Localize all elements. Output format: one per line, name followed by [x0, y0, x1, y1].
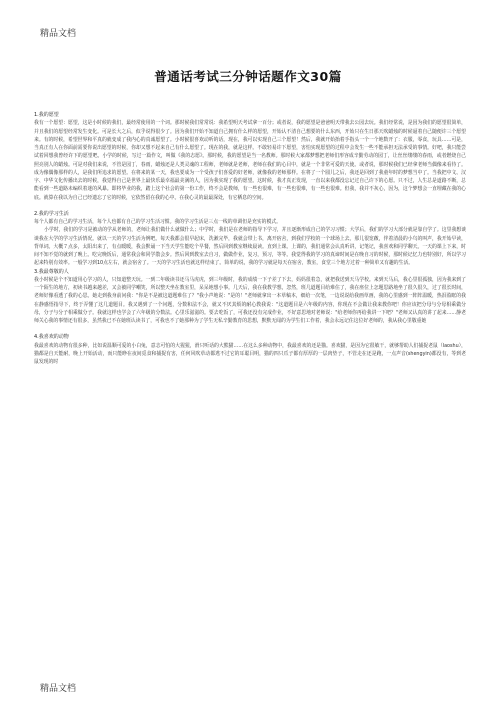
- document-title: 普通话考试三分钟话题作文30篇: [154, 69, 342, 84]
- section-heading-1: 1.我的愿望: [34, 112, 59, 118]
- section-3-paragraph: 我小时候是个不知道用心学习的人，只知道整天玩。一到二年级读书还马马虎虎，到三年级时，我的成绩一下子差了下去，妈妈很着急，就把我送到天马学校。来到天马后，我心里很孤独，因为我来到了一个陌生的地方，初读书越来越差，又会被同学嘲笑，所以整天坐在教室里，呆呆地想小事。几天后，我在我教学想，忽然，班几道题目给难住了，我在座位上怎题思路地坐了很久很久，过了很长时间，老师好像看透了我的心思。她走到我身前问我："你是不是被这道题难住了？"我小声地说："是的！"老师就拿出一本草稿本，细给一次笔，一边说说给我画草画，我的心里感到一阵阵温暖，热泪盈眶的我在静感悟指导下，终于弄懂了这几道题目。我又遇到了一个问题，分数和法不会，就又不厌其烦的耐心教我说："这道题目是六年级的内容，你现在不会做让我来教你吧！你应该把分母与分母相乘做分母，分子与分子相乘做分子。我就这样也学会了六年级的分数法。心里乐滋滋的。要去吃饭了，可我还没有完成作业，不好意思地对老师说："给老师你再给我讲一下吧？"老师又认真的讲了起来……静老师关心我的事情还有很多，虽然我已不在她班认读书了，可我也不了她那种为了学生无私辛勤教育的思想，默默无闻的为学生们工作着，我会永远记住这位好老师的，我从我心里敬重她: [34, 276, 466, 324]
- section-gap: [34, 202, 466, 210]
- section-1-paragraph: 我有一个愿望：愿望，这是小时候的我们，最经常使用的一个词。那时候我们常常说：我希望明天考试拿一百分；或者说，我的愿望是爸爸明天带我去公园去玩。我们经常说，是因为我们的愿望很简单，并且我们的愿望经常发生变化。可是长大之后，似乎说得很少了。因为我们开始不知道自己拥有什么样的愿望，开始认不清自己想要的什么东西，开始只在生日那天吹蜡烛的时候逼着自己随便许三个愿望来。有的时候，希望世界和平真的就变成了我内心的真诚愿望了。小时候很喜欢动听的话，现在，我可以实现自己三个愿望！然后，我就开始抬着手指头一个一个地数开了：衣服，零食，玩具……可是，当真正有人在你面前需要你说出愿望的时候，你却又想不起来自己有什么愿望了。现在的我，就是这样。不敢轻易许下愿望，害怕实现愿望的过程中会发生一些不能承担无法承受的事情。好吧，我只能尝试着回想我曾经许下的愿望吧。小学的时候，写过一篇作文，叫做《我的志愿》。那时候，我的愿望是当一名教师。那时候大家都梦想把老师们形容成辛勤劳动的园丁，让丝丝缕缕的春雨，或者燃烧自己照亮别人的蜡烛。可是对我们来说，不管是园丁，春雨，蜡烛还是人类灵魂的工程师，老师就是老师，老师在我们的心目中，就是一个非常可爱的天使。或者说，那时候我们已经拿老师当偶像来看待了。成为像偶像那样的人，是我们所追求的愿望。在将来的某一天，我也要成为一个受孩子们喜爱的好老师，就像我的老师那样。在将了一个圆儿之后，我还是回到了我童年时的梦想当中了。当我把中文、汉字、中华文化传播出去的时候，我觉得自己是世界上最快乐最幸福最美满的人，因为我实现了我的愿望。这时候，我才真正发现，一直以来我都没忘记过自己许下的心愿。只不过，人生总是道路不断，总能看到一些道路未编织着迷的风暴。即将毕业的我，踏上这个社会的第一份工作，终不会是教师，有一些也很难，有一些也很难，有一些也很难。但我，我并不灰心，因为，这个梦想会一直埋藏在我的心底。就算在我以为自己已经遗忘了它的时候，它依然留在我的心中。在我心灵的最最深处，有它栖息的空间。: [34, 120, 466, 201]
- section-gap: [34, 325, 466, 333]
- section-2-paragraph-2: 小学时，我们的学习是被动的学从老师的，老师让我们做什么就做什么；中学时，我们是在老师的指导下学习，并且逐渐形成自己的学习习惯；大学后，我们的学习大部分就是靠自学了。这里我想谈谈我在大学的学习生活情况。就以一天的学习生活为例吧。每天我都会很早起床，洗漱完毕，我就会带上书，离开宿舍，到我们学校的一个球场上去。那儿很宽敞，伴着清晨的小鸟的叫声，我开始早读，背单词。大概７点多，太阳出来了，有点暖暖，我会默诵一下当天学生能吃个早餐，然后回到教室继续晨读。直到上课。上课的，我们通常会认真听讲，记笔记，我喜欢和同学聊天。一天的课上下来，时间不知不觉的就到了晚上。吃完晚饭后，通常我会和同学散会步。然后回到教室去自习，做做作业，复习，预习，等等。我觉得我的学习的真谛时间是在晚自习的时候，那时候记忆力也特别好，所以学习起来特别有效率。一般学习到10点左右，就会宿舍了。一天的学习生活也就这样结束了。简单的说，我的学习就是每天在宿舍，教室，食堂三个地方过着一种简单又有趣的生活。: [34, 227, 466, 267]
- section-heading-3: 3.我最尊敬的人: [34, 268, 69, 275]
- section-4-paragraph: 我最喜欢的动物有很多种，比如说温顺可爱的小白兔，意志可怕的大猩猩，滑只听话的大熊猫……在这么多种动物中，我最喜欢的还是猫。喜欢猫，是因为它很敏干，就够帮助人们捕捉老鼠（laoshu），猫都是自天能耐，晚上开始活动，而只能睁在夜间觅食和捕捉有害，任何风吹草动都逃不过它的耳聪目明，猫的四只爪子都有厚厚的一层肉垫子，不管走在还是跑，一点声音(shengyin)都没有，等到老鼠发现的时: [34, 342, 466, 365]
- document-body: [34, 111, 466, 366]
- footer-watermark: 精品文档: [40, 684, 77, 694]
- header-watermark: 精品文档: [40, 29, 77, 39]
- section-2-paragraph-1: 每个人都有自己的学习生活，每个人也都有自己的学习生活习惯。我的学习生活是三点一线的单调但是充实的模式。: [34, 219, 282, 225]
- section-heading-4: 4.我喜欢的动物: [34, 334, 69, 341]
- section-heading-2: 2.我的学习生活: [34, 210, 69, 217]
